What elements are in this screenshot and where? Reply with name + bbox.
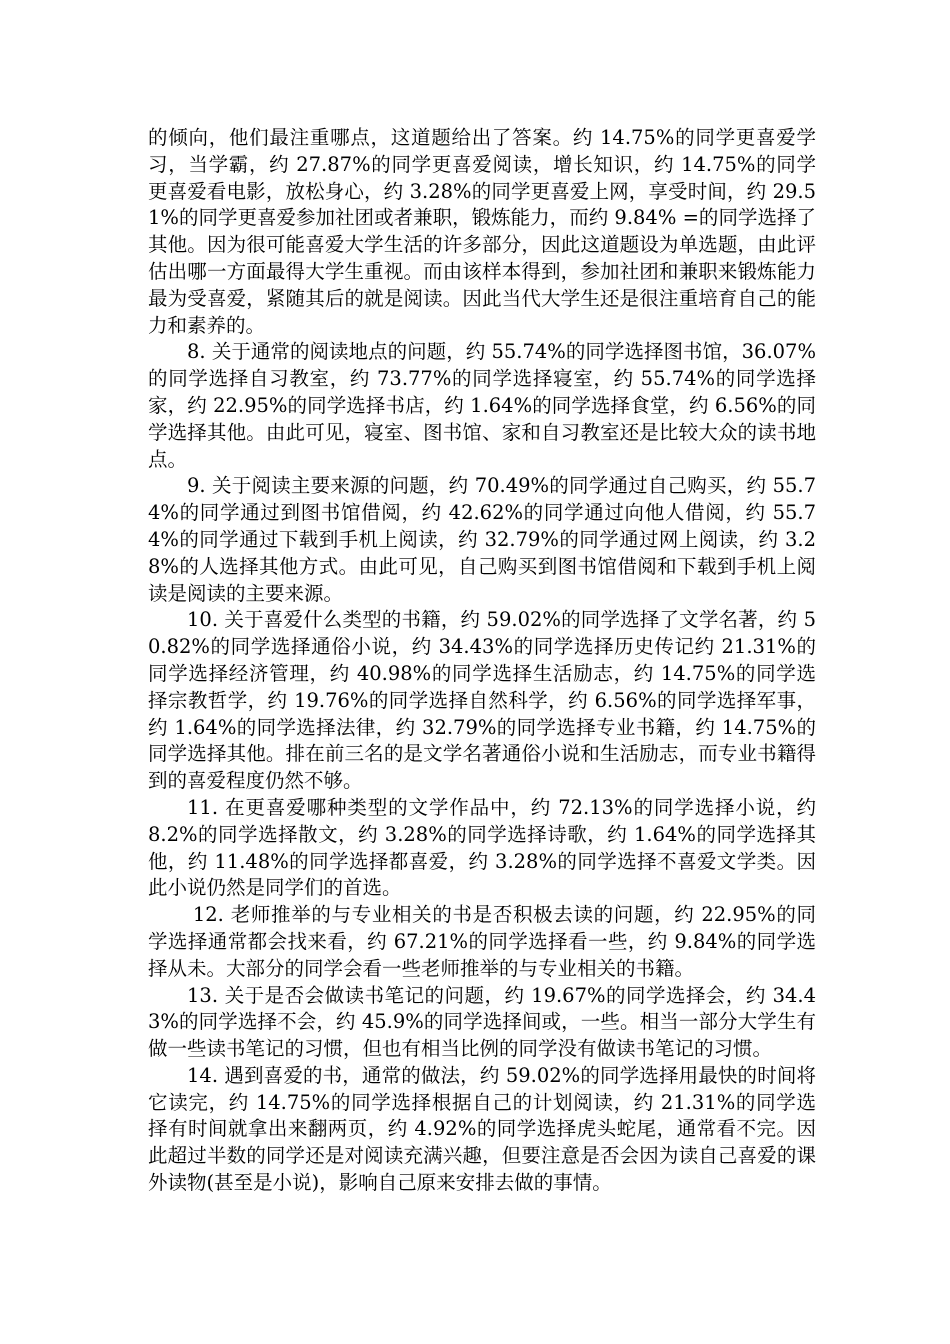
- document-page: [148, 125, 816, 1197]
- paragraph-item-13: 13. 关于是否会做读书笔记的问题，约 19.67%的同学选择会，约 34.43%的同学选择不会，约 45.9%的同学选择间或，一些。相当一部分大学生有做一些读书笔记的习惯，但也有相当比例的同学没有做读书笔记的习惯。: [148, 983, 816, 1061]
- paragraph-continuation: 的倾向，他们最注重哪点，这道题给出了答案。约 14.75%的同学更喜爱学习，当学霸，约 27.87%的同学更喜爱阅读，增长知识，约 14.75%的同学更喜爱看电影，放松身心，约 3.28%的同学更喜爱上网，享受时间，约 29.51%的同学更喜爱参加社团或者兼职，锻炼能力，而约 9.84% =的同学选择了其他。因为很可能喜爱大学生活的许多部分，因此这道题设为单选题，由此评估出哪一方面最得大学生重视。而由该样本得到，参加社团和兼职来锻炼能力最为受喜爱，紧随其后的就是阅读。因此当代大学生还是很注重培育自己的能力和素养的。: [148, 126, 816, 337]
- paragraph-item-12: 12. 老师推举的与专业相关的书是否积极去读的问题，约 22.95%的同学选择通常都会找来看，约 67.21%的同学选择看一些，约 9.84%的同学选择从未。大部分的同学会看一些老师推举的与专业相关的书籍。: [148, 903, 816, 980]
- paragraph-item-8: 8. 关于通常的阅读地点的问题，约 55.74%的同学选择图书馆，36.07%的同学选择自习教室，约 73.77%的同学选择寝室，约 55.74%的同学选择家，约 22.95%的同学选择书店，约 1.64%的同学选择食堂，约 6.56%的同学选择其他。由此可见，寝室、图书馆、家和自习教室还是比较大众的读书地点。: [148, 340, 816, 471]
- paragraph-item-9: 9. 关于阅读主要来源的问题，约 70.49%的同学通过自己购买，约 55.74%的同学通过到图书馆借阅，约 42.62%的同学通过向他人借阅，约 55.74%的同学通过下载到手机上阅读，约 32.79%的同学通过网上阅读，约 3.28%的人选择其他方式。由此可见，自己购买到图书馆借阅和下载到手机上阅读是阅读的主要来源。: [148, 474, 816, 605]
- paragraph-item-14: 14. 遇到喜爱的书，通常的做法，约 59.02%的同学选择用最快的时间将它读完，约 14.75%的同学选择根据自己的计划阅读，约 21.31%的同学选择有时间就拿出来翻两页，约 4.92%的同学选择虎头蛇尾，通常看不完。因此超过半数的同学还是对阅读充满兴趣，但要注意是否会因为读自己喜爱的课外读物(甚至是小说)，影响自己原来安排去做的事情。: [148, 1063, 816, 1195]
- paragraph-item-10: 10. 关于喜爱什么类型的书籍，约 59.02%的同学选择了文学名著，约 50.82%的同学选择通俗小说，约 34.43%的同学选择历史传记约 21.31%的同学选择经济管理，约 40.98%的同学选择生活励志，约 14.75%的同学选择宗教哲学，约 19.76%的同学选择自然科学，约 6.56%的同学选择军事，约 1.64%的同学选择法律，约 32.79%的同学选择专业书籍，约 14.75%的同学选择其他。排在前三名的是文学名著通俗小说和生活励志，而专业书籍得到的喜爱程度仍然不够。: [148, 608, 816, 793]
- paragraph-item-11: 11. 在更喜爱哪种类型的文学作品中，约 72.13%的同学选择小说，约 8.2%的同学选择散文，约 3.28%的同学选择诗歌，约 1.64%的同学选择其他，约 11.48%的同学选择都喜爱，约 3.28%的同学选择不喜爱文学类。因此小说仍然是同学们的首选。: [148, 795, 816, 900]
